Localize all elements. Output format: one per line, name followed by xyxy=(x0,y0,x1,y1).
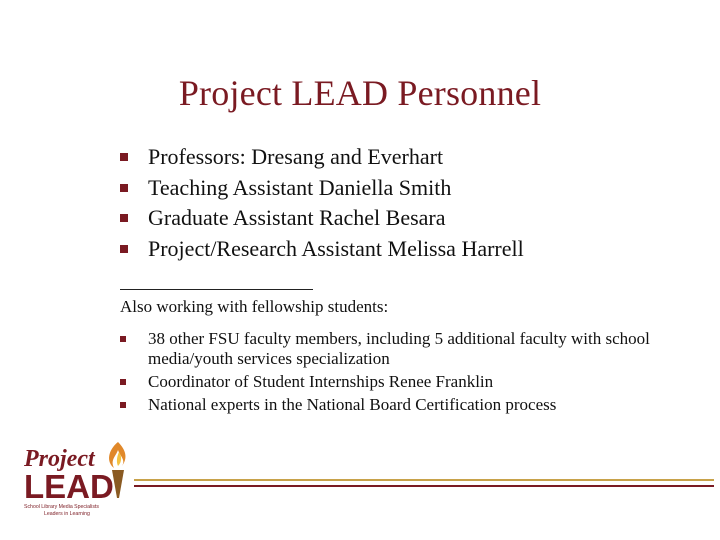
list-item-text: 38 other FSU faculty members, including 5 additional faculty with school media/youth services specialization xyxy=(148,329,650,368)
list-item-text: Teaching Assistant Daniella Smith xyxy=(148,174,452,200)
footer-rule-maroon xyxy=(134,485,714,487)
list-item xyxy=(120,329,680,369)
list-item xyxy=(120,395,680,415)
list-item-text: Graduate Assistant Rachel Besara xyxy=(148,205,446,230)
logo-word-project: Project xyxy=(24,446,95,472)
slide-title: Project LEAD Personnel xyxy=(178,73,542,113)
list-item-text: Coordinator of Student Internships Renee Franklin xyxy=(148,372,494,391)
list-item-text: National experts in the National Board Certification process xyxy=(148,395,557,414)
square-bullet-icon xyxy=(120,184,128,192)
square-bullet-icon xyxy=(120,153,128,161)
list-item xyxy=(120,173,524,204)
list-item-text: Professors: Dresang and Everhart xyxy=(148,144,444,169)
list-item xyxy=(120,372,680,392)
square-bullet-icon xyxy=(120,245,128,253)
fellowship-support-list xyxy=(120,329,680,418)
list-item xyxy=(120,234,524,265)
logo-tagline: School Library Media Specialists xyxy=(24,504,99,510)
footer-rule-gold xyxy=(134,479,714,481)
project-lead-logo xyxy=(22,438,134,518)
torch-flame-icon xyxy=(109,442,125,468)
square-bullet-icon xyxy=(120,336,126,342)
logo-tagline-2: Leaders in Learning xyxy=(44,511,90,517)
logo-word-lead: LEAD xyxy=(24,468,114,505)
sub-intro: Also working with fellowship students: xyxy=(120,297,389,316)
divider-line xyxy=(120,289,313,290)
list-item xyxy=(120,203,524,234)
square-bullet-icon xyxy=(120,402,126,408)
square-bullet-icon xyxy=(120,379,126,385)
square-bullet-icon xyxy=(120,214,128,222)
personnel-list xyxy=(120,142,524,264)
list-item xyxy=(120,142,524,173)
list-item-text: Project/Research Assistant Melissa Harrell xyxy=(148,235,524,261)
